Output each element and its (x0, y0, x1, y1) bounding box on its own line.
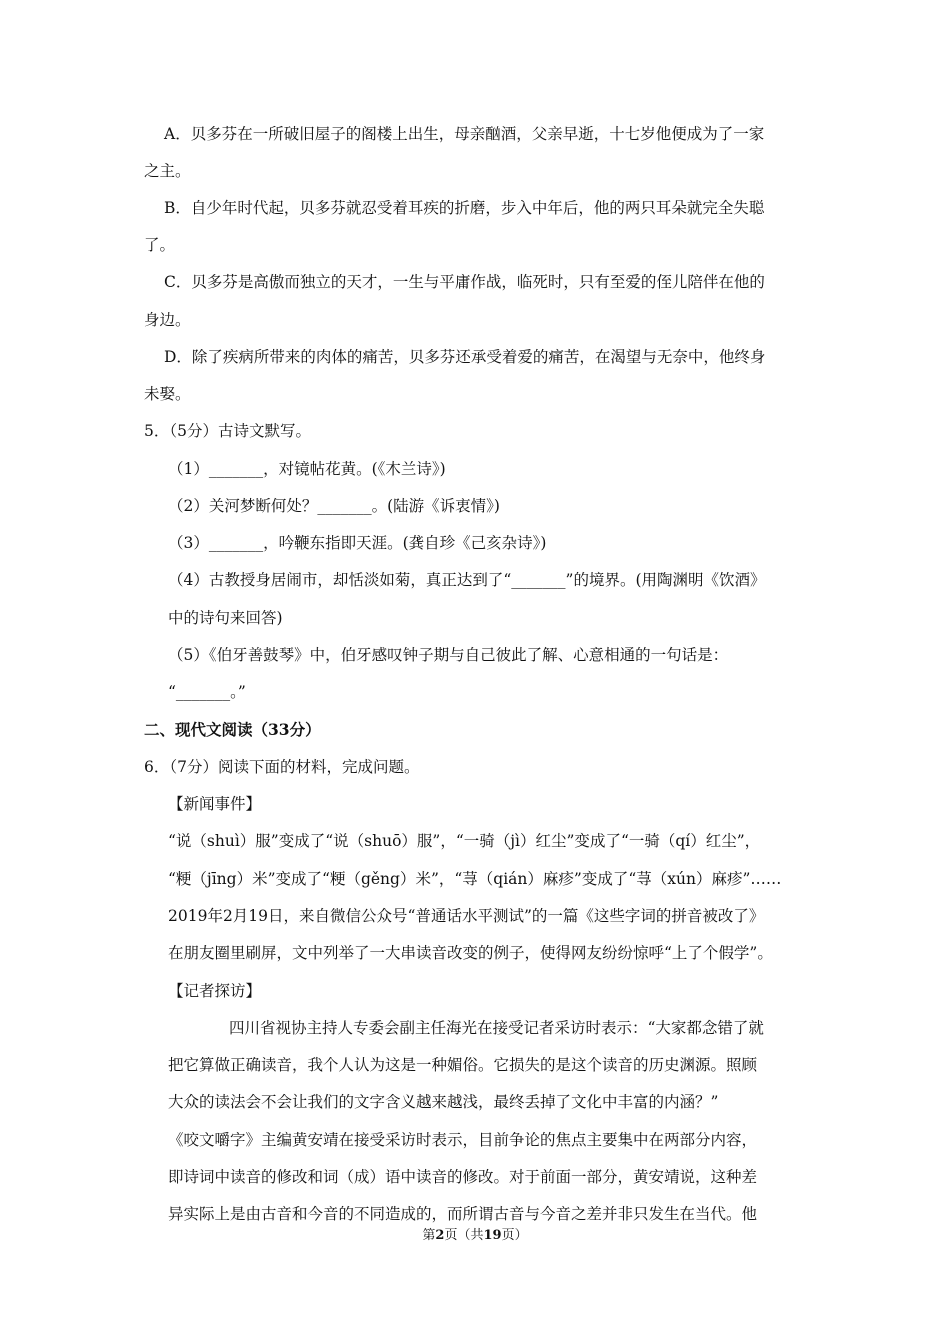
option-b-line-1: B．自少年时代起，贝多芬就忍受着耳疾的折磨，步入中年后，他的两只耳朵就完全失聪 (164, 199, 765, 217)
footer-suffix: 页） (501, 1228, 528, 1243)
question-5-item-3: （3）_______，吟鞭东指即天涯。(龚自珍《己亥杂诗》) (168, 534, 547, 552)
news-heading: 【新闻事件】 (168, 795, 262, 813)
interview-heading: 【记者探访】 (168, 982, 262, 1000)
option-c-line-2: 身边。 (144, 311, 191, 329)
news-line-4: 在朋友圈里刷屏，文中列举了一大串读音改变的例子，使得网友纷纷惊呼“上了个假学”。 (168, 944, 773, 962)
option-d-line-2: 未娶。 (144, 385, 191, 403)
interview-line-3: 大众的读法会不会让我们的文字含义越来越浅，最终丢掉了文化中丰富的内涵？” (168, 1093, 719, 1111)
option-a-line-1: A．贝多芬在一所破旧屋子的阁楼上出生，母亲酗酒，父亲早逝，十七岁他便成为了一家 (164, 125, 765, 143)
footer-page-number: 2 (435, 1228, 445, 1243)
page-footer (0, 1227, 950, 1245)
news-line-1: “说（shuì）服”变成了“说（shuō）服”，“一骑（jì）红尘”变成了“一骑（qí）红尘”， (168, 832, 761, 850)
footer-total-pages: 19 (483, 1228, 502, 1243)
footer-prefix: 第 (422, 1228, 436, 1243)
question-6-header: 6．（7分）阅读下面的材料，完成问题。 (144, 758, 420, 776)
interview-line-1: 四川省视协主持人专委会副主任海光在接受记者采访时表示：“大家都念错了就 (229, 1019, 764, 1037)
question-5-item-5-line-2: “_______。” (168, 683, 246, 701)
option-b-line-2: 了。 (144, 236, 176, 254)
interview-line-6: 异实际上是由古音和今音的不同造成的，而所谓古音与今音之差并非只发生在当代。他 (168, 1205, 758, 1223)
question-5-item-2: （2）关河梦断何处？_______。(陆游《诉衷情》) (168, 497, 500, 515)
question-5-item-5-line-1: （5）《伯牙善鼓琴》中，伯牙感叹钟子期与自己彼此了解、心意相通的一句话是： (168, 646, 729, 664)
option-a-line-2: 之主。 (144, 162, 191, 180)
interview-line-4: 《咬文嚼字》主编黄安靖在接受采访时表示，目前争论的焦点主要集中在两部分内容， (168, 1131, 758, 1149)
interview-line-5: 即诗词中读音的修改和词（成）语中读音的修改。对于前面一部分，黄安靖说，这种差 (168, 1168, 758, 1186)
option-c-line-1: C．贝多芬是高傲而独立的天才，一生与平庸作战，临死时，只有至爱的侄儿陪伴在他的 (164, 273, 765, 291)
option-d-line-1: D．除了疾病所带来的肉体的痛苦，贝多芬还承受着爱的痛苦，在渴望与无奈中，他终身 (164, 348, 766, 366)
question-5-header: 5．（5分）古诗文默写。 (144, 422, 311, 440)
interview-line-2: 把它算做正确读音，我个人认为这是一种媚俗。它损失的是这个读音的历史渊源。照顾 (168, 1056, 758, 1074)
section-2-title: 二、现代文阅读（33分） (144, 720, 321, 739)
news-line-2: “粳（jīng）米”变成了“粳（gěng）米”，“荨（qián）麻疹”变成了“荨（xún）麻疹”…… (168, 870, 782, 888)
question-5-item-4-line-1: （4）古教授身居闹市，却恬淡如菊，真正达到了“_______”的境界。(用陶渊明《饮酒》 (168, 571, 766, 589)
question-5-item-1: （1）_______，对镜帖花黄。(《木兰诗》) (168, 460, 446, 478)
footer-middle: 页（共 (444, 1228, 484, 1243)
question-5-item-4-line-2: 中的诗句来回答) (168, 609, 283, 627)
news-line-3: 2019年2月19日，来自微信公众号“普通话水平测试”的一篇《这些字词的拼音被改了》 (168, 907, 765, 925)
